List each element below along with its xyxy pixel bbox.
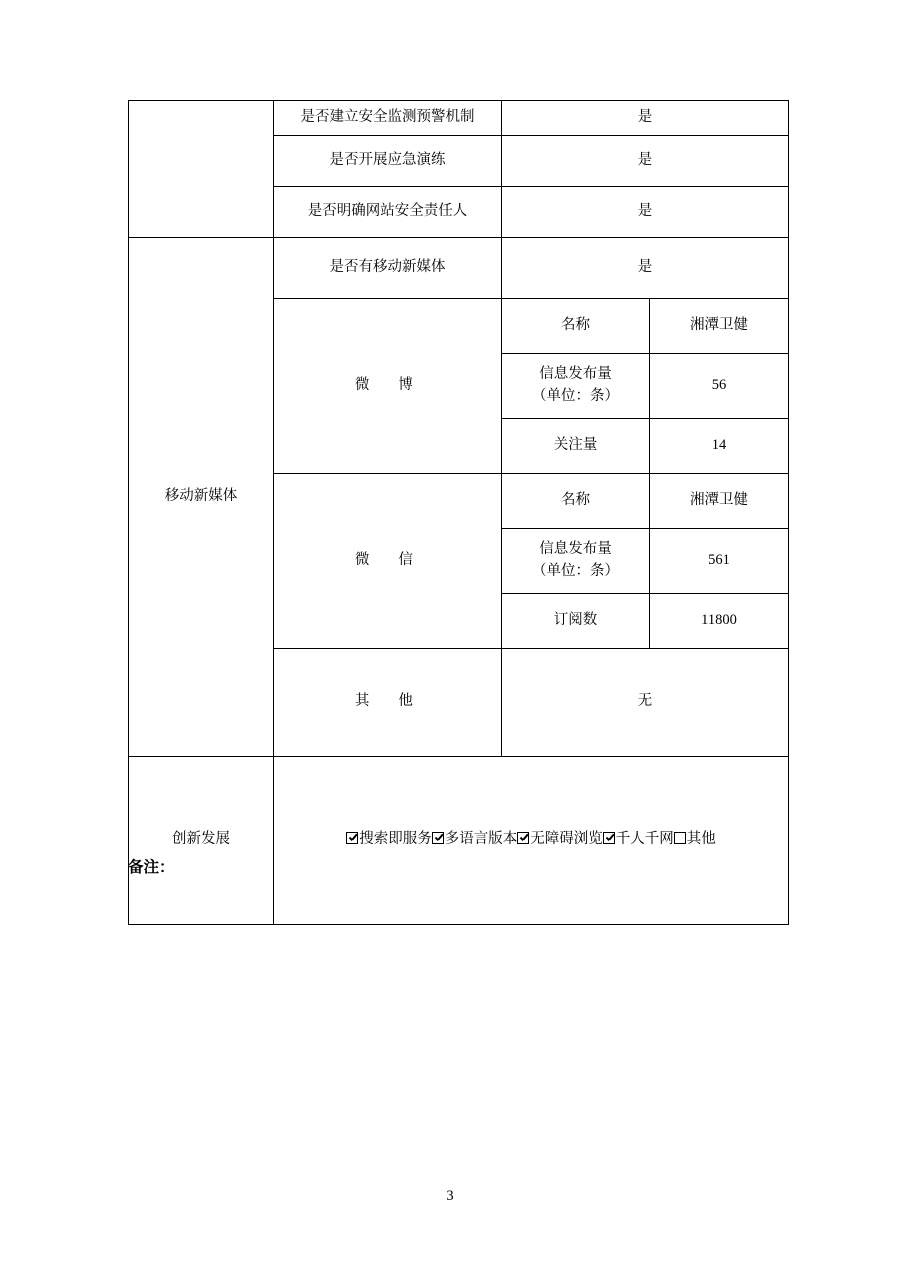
security-section-blank [129, 101, 274, 238]
has-mobile-media-answer: 是 [502, 237, 789, 298]
innovation-option-2[interactable] [432, 831, 518, 847]
table-row [129, 237, 789, 298]
security-question-3: 是否明确网站安全责任人 [274, 186, 502, 237]
checkbox-empty-icon[interactable] [674, 832, 686, 844]
checkbox-checked-icon[interactable] [517, 832, 529, 844]
table-row [129, 101, 789, 136]
remark-label: 备注： [128, 859, 175, 876]
weixin-name-item: 名称 [502, 473, 650, 528]
innovation-option-1[interactable] [346, 831, 432, 847]
innovation-option-label: 千人千网 [615, 831, 674, 848]
checkbox-checked-icon[interactable] [603, 832, 615, 844]
checkbox-checked-icon[interactable] [346, 832, 358, 844]
security-answer-1: 是 [502, 101, 789, 136]
weibo-publish-count-value: 56 [650, 353, 789, 418]
weixin-publish-count-line1: 信息发布量 [539, 541, 612, 557]
innovation-option-label: 多语言版本 [444, 831, 518, 848]
weibo-publish-count-line1: 信息发布量 [539, 366, 612, 382]
innovation-checkbox-list [278, 829, 784, 851]
security-question-2: 是否开展应急演练 [274, 135, 502, 186]
mobile-media-section-label: 移动新媒体 [129, 237, 274, 756]
weixin-subscribers-item: 订阅数 [502, 593, 650, 648]
page-number: 3 [446, 1188, 454, 1204]
weibo-publish-count-line2: （单位：条） [532, 387, 619, 404]
innovation-option-label: 无障碍浏览 [530, 831, 603, 848]
weibo-name-value: 湘潭卫健 [650, 298, 789, 353]
innovation-options-cell [274, 756, 789, 924]
other-media-value: 无 [502, 648, 789, 756]
other-media-label: 其 他 [274, 648, 502, 756]
security-answer-3: 是 [502, 186, 789, 237]
weixin-publish-count-value: 561 [650, 528, 789, 593]
security-answer-2: 是 [502, 135, 789, 186]
weibo-followers-item: 关注量 [502, 418, 650, 473]
innovation-option-5[interactable] [674, 831, 716, 847]
innovation-option-label: 搜索即服务 [359, 831, 432, 848]
innovation-option-3[interactable] [517, 831, 603, 847]
weibo-label: 微 博 [274, 298, 502, 473]
weixin-publish-count-line2: （单位：条） [532, 562, 619, 579]
innovation-option-label: 其他 [686, 831, 716, 848]
weibo-followers-value: 14 [650, 418, 789, 473]
report-table [128, 100, 789, 925]
weibo-name-item: 名称 [502, 298, 650, 353]
checkbox-checked-icon[interactable] [432, 832, 444, 844]
table-row [129, 756, 789, 924]
innovation-option-4[interactable] [603, 831, 674, 847]
innovation-label: 创新发展 [129, 756, 274, 924]
weixin-publish-count-item [502, 528, 650, 593]
has-mobile-media-question: 是否有移动新媒体 [274, 237, 502, 298]
weixin-name-value: 湘潭卫健 [650, 473, 789, 528]
weixin-label: 微 信 [274, 473, 502, 648]
weibo-publish-count-item [502, 353, 650, 418]
weixin-subscribers-value: 11800 [650, 593, 789, 648]
security-question-1: 是否建立安全监测预警机制 [274, 101, 502, 136]
